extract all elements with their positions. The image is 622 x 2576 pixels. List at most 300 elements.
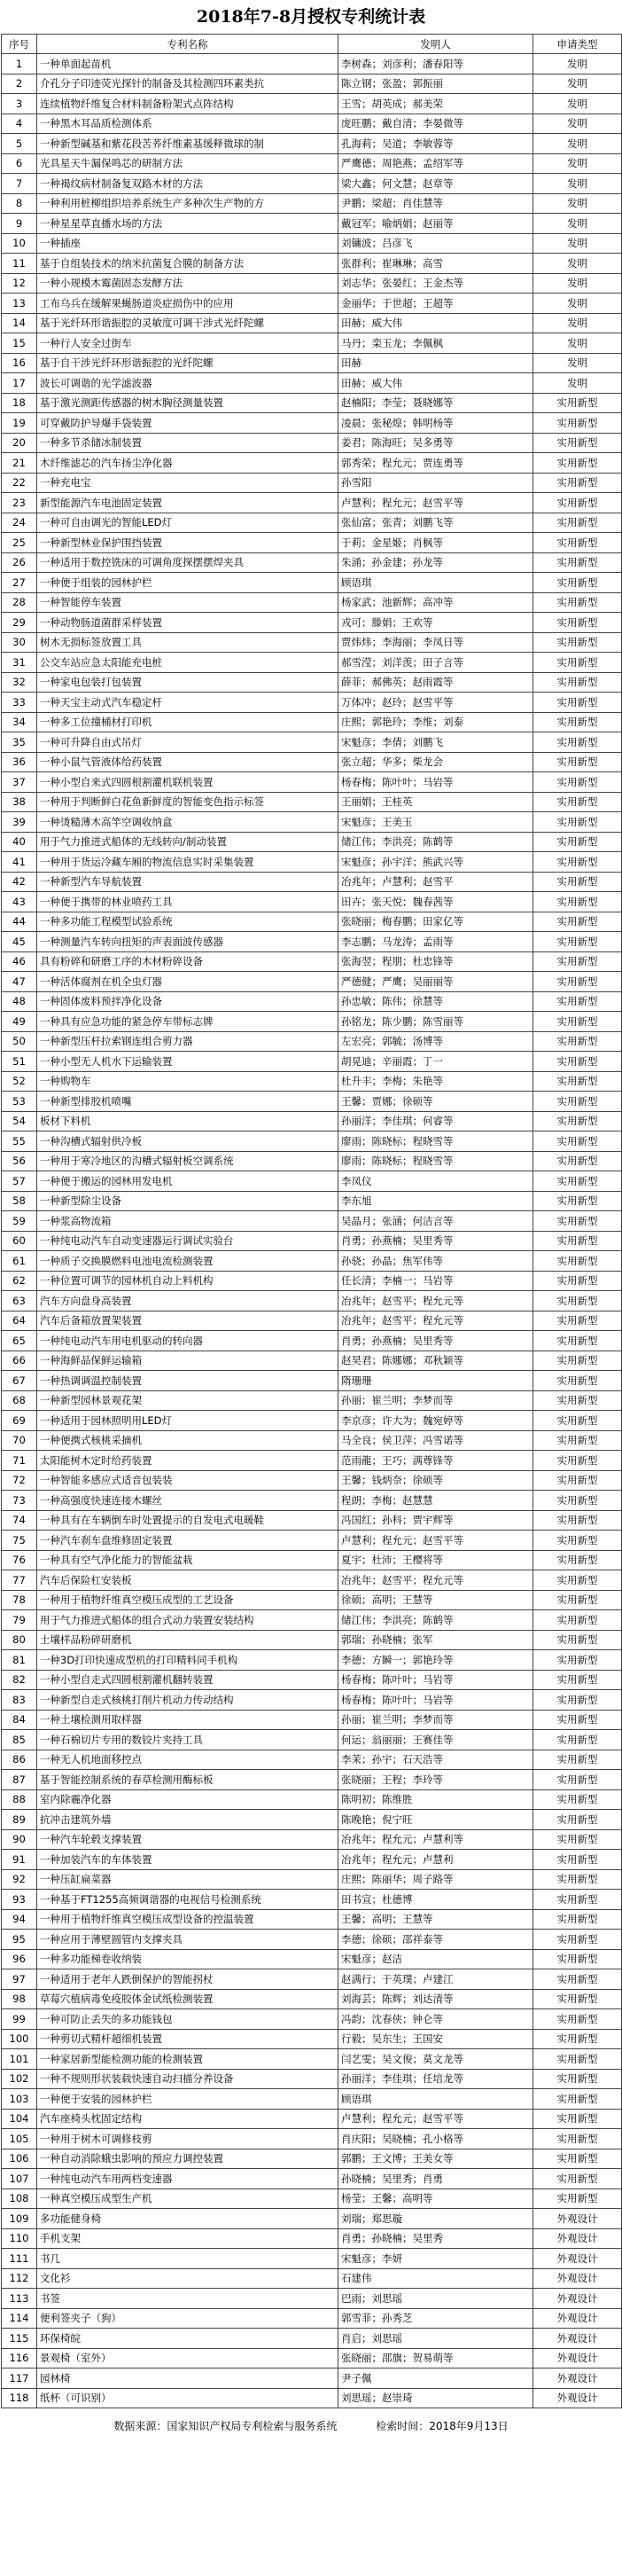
row-index: 77 bbox=[2, 1570, 37, 1591]
table-row bbox=[2, 1171, 622, 1192]
patent-name: 一种插座 bbox=[37, 233, 338, 254]
application-type: 实用新型 bbox=[533, 832, 622, 852]
row-index: 44 bbox=[2, 912, 37, 932]
row-index: 16 bbox=[2, 353, 37, 373]
patent-name: 一种行人安全过街车 bbox=[37, 333, 338, 354]
inventors: 庄熙；郭艳玲；李维；刘泰 bbox=[338, 712, 533, 732]
patent-name: 一种新型除尘设备 bbox=[37, 1191, 338, 1211]
table-row bbox=[2, 2268, 622, 2289]
application-type: 实用新型 bbox=[533, 792, 622, 812]
application-type: 发明 bbox=[533, 333, 622, 354]
footer-date: 检索时间：2018年9月13日 bbox=[376, 2420, 509, 2432]
patent-name: 一种活体腐剂在机全虫灯器 bbox=[37, 972, 338, 992]
patent-name: 一种加装汽车的车体装置 bbox=[37, 1850, 338, 1870]
table-row bbox=[2, 294, 622, 314]
patent-name: 一种便于安装的园林护栏 bbox=[37, 2089, 338, 2110]
table-row bbox=[2, 533, 622, 553]
patent-name: 一种石棉切片专用的数铰片夹持工具 bbox=[37, 1730, 338, 1750]
table-row bbox=[2, 1770, 622, 1790]
application-type: 外观设计 bbox=[533, 2249, 622, 2269]
application-type: 发明 bbox=[533, 233, 622, 254]
table-row bbox=[2, 2249, 622, 2269]
inventors: 郭鹏；王文博；王美女等 bbox=[338, 2149, 533, 2169]
inventors: 张晓丽；王程；李玲等 bbox=[338, 1770, 533, 1790]
table-row bbox=[2, 2289, 622, 2309]
application-type: 实用新型 bbox=[533, 1092, 622, 1112]
patent-name: 汽车方向盘身高装置 bbox=[37, 1291, 338, 1311]
table-row bbox=[2, 2308, 622, 2329]
table-row bbox=[2, 1291, 622, 1311]
application-type: 实用新型 bbox=[533, 672, 622, 693]
patent-name: 一种黑木耳品质检测体系 bbox=[37, 114, 338, 134]
inventors: 田赫；威大伟 bbox=[338, 313, 533, 333]
inventors: 田卉；张天悦；魏春茜等 bbox=[338, 892, 533, 912]
table-row bbox=[2, 613, 622, 633]
row-index: 10 bbox=[2, 233, 37, 254]
table-row bbox=[2, 1131, 622, 1152]
application-type: 实用新型 bbox=[533, 932, 622, 952]
row-index: 108 bbox=[2, 2188, 37, 2209]
inventors: 冯国红；孙科；贾宇辉等 bbox=[338, 1510, 533, 1531]
application-type: 实用新型 bbox=[533, 533, 622, 553]
inventors: 张仙富；张青；刘鹏飞等 bbox=[338, 513, 533, 533]
row-index: 101 bbox=[2, 2049, 37, 2070]
row-index: 53 bbox=[2, 1092, 37, 1112]
application-type: 实用新型 bbox=[533, 1890, 622, 1910]
table-row bbox=[2, 393, 622, 413]
table-row bbox=[2, 333, 622, 354]
table-row bbox=[2, 493, 622, 513]
inventors: 尹鹏；梁超；肖佳慧等 bbox=[338, 193, 533, 214]
row-index: 59 bbox=[2, 1211, 37, 1232]
application-type: 实用新型 bbox=[533, 1630, 622, 1650]
row-index: 29 bbox=[2, 613, 37, 633]
inventors: 陈立钢；张盈；郭振丽 bbox=[338, 74, 533, 94]
patent-table bbox=[1, 34, 622, 2408]
application-type: 实用新型 bbox=[533, 1710, 622, 1730]
inventors: 孙骁；孙晶；焦军伟等 bbox=[338, 1251, 533, 1272]
patent-name: 一种质子交换膜燃料电池电流检测装置 bbox=[37, 1251, 338, 1272]
row-index: 81 bbox=[2, 1650, 37, 1671]
row-index: 61 bbox=[2, 1251, 37, 1272]
inventors: 马全良；侯卫萍；冯雪诺等 bbox=[338, 1430, 533, 1451]
application-type: 实用新型 bbox=[533, 1770, 622, 1790]
table-header-row bbox=[2, 35, 622, 54]
patent-name: 一种可防止丢失的多功能钱包 bbox=[37, 2009, 338, 2030]
row-index: 97 bbox=[2, 1969, 37, 1990]
table-row bbox=[2, 74, 622, 94]
patent-name: 园林椅 bbox=[37, 2369, 338, 2389]
patent-name: 一种星星草直播水场的方法 bbox=[37, 214, 338, 234]
inventors: 肖勇；孙燕楠；吴里秀等 bbox=[338, 1331, 533, 1351]
application-type: 实用新型 bbox=[533, 1430, 622, 1451]
table-row bbox=[2, 573, 622, 593]
row-index: 73 bbox=[2, 1491, 37, 1511]
table-row bbox=[2, 1909, 622, 1930]
patent-name: 一种用于植物纤维真空模压成型的工艺设备 bbox=[37, 1590, 338, 1610]
application-type: 实用新型 bbox=[533, 912, 622, 932]
patent-name: 一种动物肠道菌群采样装置 bbox=[37, 613, 338, 633]
inventors: 庄熙；陈丽华；周子路等 bbox=[338, 1869, 533, 1890]
inventors: 王馨；贾娜；徐硕等 bbox=[338, 1092, 533, 1112]
row-index: 95 bbox=[2, 1930, 37, 1950]
table-row bbox=[2, 2388, 622, 2408]
row-index: 67 bbox=[2, 1371, 37, 1391]
table-row bbox=[2, 373, 622, 394]
patent-name: 汽车后保险杠安装板 bbox=[37, 1570, 338, 1591]
inventors: 冶兆年；程允元；卢慧利 bbox=[338, 1850, 533, 1870]
table-row bbox=[2, 1071, 622, 1092]
patent-name: 一种不规则形状装载快速自动扫描分养设备 bbox=[37, 2069, 338, 2089]
application-type: 实用新型 bbox=[533, 1510, 622, 1531]
row-index: 112 bbox=[2, 2268, 37, 2289]
inventors: 卢慧利；程允元；赵雪平等 bbox=[338, 1531, 533, 1551]
row-index: 43 bbox=[2, 892, 37, 912]
table-row bbox=[2, 153, 622, 174]
table-row bbox=[2, 1331, 622, 1351]
application-type: 实用新型 bbox=[533, 1251, 622, 1272]
patent-name: 一种纯电动汽车自动变速器运行调试实验台 bbox=[37, 1231, 338, 1251]
inventors: 孙丽；崔兰明；李梦而等 bbox=[338, 1390, 533, 1411]
application-type: 实用新型 bbox=[533, 1789, 622, 1810]
inventors: 严鹰德；周艳燕；孟绍军等 bbox=[338, 153, 533, 174]
application-type: 实用新型 bbox=[533, 1930, 622, 1950]
patent-name: 一种便于携带的林业喷药工具 bbox=[37, 892, 338, 912]
application-type: 实用新型 bbox=[533, 1052, 622, 1072]
patent-name: 文化衫 bbox=[37, 2268, 338, 2289]
application-type: 发明 bbox=[533, 373, 622, 394]
header-application-type: 申请类型 bbox=[533, 35, 622, 54]
patent-name: 室内除霾净化器 bbox=[37, 1789, 338, 1810]
patent-name: 一种纯电动汽车用电机驱动的转向器 bbox=[37, 1331, 338, 1351]
table-row bbox=[2, 2188, 622, 2209]
application-type: 实用新型 bbox=[533, 513, 622, 533]
row-index: 116 bbox=[2, 2348, 37, 2369]
inventors: 储江伟；李洪亮；陈鹤等 bbox=[338, 832, 533, 852]
application-type: 实用新型 bbox=[533, 2069, 622, 2089]
table-row bbox=[2, 852, 622, 873]
patent-name: 一种自动消除蛾虫影响的预应力调控装置 bbox=[37, 2149, 338, 2169]
application-type: 实用新型 bbox=[533, 1231, 622, 1251]
table-row bbox=[2, 1390, 622, 1411]
row-index: 47 bbox=[2, 972, 37, 992]
row-index: 82 bbox=[2, 1670, 37, 1690]
patent-name: 一种固体废料预拌净化设备 bbox=[37, 991, 338, 1012]
row-index: 17 bbox=[2, 373, 37, 394]
patent-name: 一种多功能梯卷收纳装 bbox=[37, 1949, 338, 1969]
table-row bbox=[2, 1510, 622, 1531]
inventors: 梁大鑫；何文慧；赵章等 bbox=[338, 174, 533, 194]
patent-name: 一种高强度快速连接木螺丝 bbox=[37, 1491, 338, 1511]
inventors: 杨春梅；陈叶叶；马岩等 bbox=[338, 1670, 533, 1690]
patent-name: 基于自干涉光纤环形谐振腔的光纤陀螺 bbox=[37, 353, 338, 373]
application-type: 实用新型 bbox=[533, 1291, 622, 1311]
table-row bbox=[2, 1092, 622, 1112]
inventors: 宋魁彦；李倩；刘鹏飞 bbox=[338, 732, 533, 753]
patent-name: 纸杯（可识别） bbox=[37, 2388, 338, 2408]
patent-name: 汽车座椅头枕固定结构 bbox=[37, 2109, 338, 2129]
patent-name: 书签 bbox=[37, 2289, 338, 2309]
inventors: 吴晶月；张涵；何洁言等 bbox=[338, 1211, 533, 1232]
row-index: 23 bbox=[2, 493, 37, 513]
application-type: 实用新型 bbox=[533, 2089, 622, 2110]
application-type: 实用新型 bbox=[533, 1331, 622, 1351]
inventors: 李德；徐硕；邵祥泰等 bbox=[338, 1930, 533, 1950]
application-type: 实用新型 bbox=[533, 1850, 622, 1870]
table-row bbox=[2, 2089, 622, 2110]
patent-name: 一种家电包装打包装置 bbox=[37, 672, 338, 693]
row-index: 111 bbox=[2, 2249, 37, 2269]
table-row bbox=[2, 1969, 622, 1990]
inventors: 金丽华；于世超；王超等 bbox=[338, 294, 533, 314]
row-index: 62 bbox=[2, 1271, 37, 1291]
row-index: 1 bbox=[2, 54, 37, 74]
row-index: 109 bbox=[2, 2209, 37, 2229]
application-type: 实用新型 bbox=[533, 413, 622, 434]
table-row bbox=[2, 473, 622, 493]
row-index: 63 bbox=[2, 1291, 37, 1311]
inventors: 于莉；金星姬；肖枫等 bbox=[338, 533, 533, 553]
row-index: 8 bbox=[2, 193, 37, 214]
application-type: 实用新型 bbox=[533, 473, 622, 493]
inventors: 冶兆年；卢慧利；赵雪平 bbox=[338, 872, 533, 892]
patent-name: 一种土壤检测用取样器 bbox=[37, 1710, 338, 1730]
table-row bbox=[2, 1650, 622, 1671]
table-row bbox=[2, 732, 622, 753]
patent-name: 一种便携式核桃采摘机 bbox=[37, 1430, 338, 1451]
table-row bbox=[2, 1311, 622, 1331]
inventors: 肖勇；孙晓楠；吴里秀 bbox=[338, 2228, 533, 2249]
application-type: 外观设计 bbox=[533, 2228, 622, 2249]
table-row bbox=[2, 1570, 622, 1591]
patent-name: 一种剪切式精杆超细机装置 bbox=[37, 2029, 338, 2049]
inventors: 李志鹏；马龙涛；孟雨等 bbox=[338, 932, 533, 952]
patent-name: 一种多节杀储冰制装置 bbox=[37, 433, 338, 453]
table-row bbox=[2, 653, 622, 673]
inventors: 肖启；刘思瑶 bbox=[338, 2329, 533, 2349]
application-type: 实用新型 bbox=[533, 1171, 622, 1192]
row-index: 113 bbox=[2, 2289, 37, 2309]
inventors: 李凤仪 bbox=[338, 1171, 533, 1192]
patent-name: 一种压缸扁菜器 bbox=[37, 1869, 338, 1890]
patent-name: 光具星天牛漏保鸣芯的研制方法 bbox=[37, 153, 338, 174]
row-index: 118 bbox=[2, 2388, 37, 2408]
application-type: 实用新型 bbox=[533, 433, 622, 453]
table-row bbox=[2, 892, 622, 912]
patent-name: 一种家居新型能检测功能的检测装置 bbox=[37, 2049, 338, 2070]
inventors: 肖勇；孙燕楠；吴里秀等 bbox=[338, 1231, 533, 1251]
application-type: 实用新型 bbox=[533, 2169, 622, 2189]
patent-name: 一种适用于园林照明用LED灯 bbox=[37, 1411, 338, 1431]
application-type: 实用新型 bbox=[533, 653, 622, 673]
header-index: 序号 bbox=[2, 35, 37, 54]
inventors: 郭雪菲；孙秀芝 bbox=[338, 2308, 533, 2329]
inventors: 廖雨；陈晓标；程晓雪等 bbox=[338, 1151, 533, 1171]
application-type: 实用新型 bbox=[533, 1351, 622, 1371]
row-index: 39 bbox=[2, 812, 37, 833]
application-type: 实用新型 bbox=[533, 2029, 622, 2049]
row-index: 86 bbox=[2, 1750, 37, 1770]
table-row bbox=[2, 1211, 622, 1232]
patent-name: 一种小型自走式四圆根割灌机翻转装置 bbox=[37, 1670, 338, 1690]
application-type: 外观设计 bbox=[533, 2268, 622, 2289]
inventors: 赵昊君；陈娜娜；邓秋颖等 bbox=[338, 1351, 533, 1371]
table-row bbox=[2, 712, 622, 732]
application-type: 实用新型 bbox=[533, 1151, 622, 1171]
patent-name: 一种单面起苗机 bbox=[37, 54, 338, 74]
row-index: 54 bbox=[2, 1111, 37, 1131]
inventors: 刘镛波；吕彦飞 bbox=[338, 233, 533, 254]
inventors: 陈晚艳；倪宁旺 bbox=[338, 1810, 533, 1830]
patent-name: 一种海鲜品保鲜运输箱 bbox=[37, 1351, 338, 1371]
patent-name: 书几 bbox=[37, 2249, 338, 2269]
inventors: 王丽娟；王桂英 bbox=[338, 792, 533, 812]
application-type: 发明 bbox=[533, 214, 622, 234]
application-type: 实用新型 bbox=[533, 872, 622, 892]
patent-name: 基于激光测距传感器的树木胸径测量装置 bbox=[37, 393, 338, 413]
row-index: 55 bbox=[2, 1131, 37, 1152]
inventors: 杨春梅；陈叶叶；马岩等 bbox=[338, 1690, 533, 1711]
application-type: 实用新型 bbox=[533, 892, 622, 912]
patent-name: 便利签夹子（狗） bbox=[37, 2308, 338, 2329]
patent-name: 抗冲击建筑外墙 bbox=[37, 1810, 338, 1830]
application-type: 实用新型 bbox=[533, 1111, 622, 1131]
patent-name: 一种利用桩柳组织培养系统生产多种次生产物的方 bbox=[37, 193, 338, 214]
inventors: 储江伟；李洪亮；陈鹤等 bbox=[338, 1610, 533, 1631]
inventors: 冶兆年；赵雪平；程允元等 bbox=[338, 1570, 533, 1591]
inventors: 肖庆阳；吴晓楠；孔小格等 bbox=[338, 2129, 533, 2149]
row-index: 28 bbox=[2, 592, 37, 613]
inventors: 马丹；栾玉龙；李佩枫 bbox=[338, 333, 533, 354]
inventors: 刘思瑶；赵崇琦 bbox=[338, 2388, 533, 2408]
inventors: 卢慧利；程允元；赵雪平等 bbox=[338, 493, 533, 513]
application-type: 实用新型 bbox=[533, 1491, 622, 1511]
application-type: 实用新型 bbox=[533, 1131, 622, 1152]
table-row bbox=[2, 1012, 622, 1032]
inventors: 顾语琪 bbox=[338, 2089, 533, 2110]
inventors: 孙晓楠；吴里秀；肖勇 bbox=[338, 2169, 533, 2189]
table-row bbox=[2, 991, 622, 1012]
application-type: 发明 bbox=[533, 134, 622, 154]
table-row bbox=[2, 1949, 622, 1969]
table-row bbox=[2, 134, 622, 154]
row-index: 46 bbox=[2, 951, 37, 972]
inventors: 冶兆年；程允元；卢慧利等 bbox=[338, 1829, 533, 1850]
row-index: 99 bbox=[2, 2009, 37, 2030]
inventors: 孙丽洋；李佳琪；任培龙等 bbox=[338, 2069, 533, 2089]
inventors: 范雨龍；王巧；满尊锋等 bbox=[338, 1451, 533, 1471]
inventors: 孙丽洋；李佳琪；何睿等 bbox=[338, 1111, 533, 1131]
row-index: 83 bbox=[2, 1690, 37, 1711]
patent-name: 介孔分子印迹荧光探针的制备及其检测四环素类抗 bbox=[37, 74, 338, 94]
row-index: 11 bbox=[2, 254, 37, 274]
inventors: 张立超；华多；柴龙会 bbox=[338, 752, 533, 772]
row-index: 76 bbox=[2, 1550, 37, 1570]
row-index: 31 bbox=[2, 653, 37, 673]
table-row bbox=[2, 114, 622, 134]
application-type: 外观设计 bbox=[533, 2329, 622, 2349]
application-type: 实用新型 bbox=[533, 1271, 622, 1291]
table-row bbox=[2, 1750, 622, 1770]
application-type: 发明 bbox=[533, 273, 622, 294]
patent-name: 环保椅皖 bbox=[37, 2329, 338, 2349]
inventors: 严德健；严鹰；吴丽丽等 bbox=[338, 972, 533, 992]
inventors: 冶兆年；赵雪平；程允元等 bbox=[338, 1311, 533, 1331]
patent-name: 一种天宝主动式汽车稳定杆 bbox=[37, 693, 338, 713]
application-type: 外观设计 bbox=[533, 2388, 622, 2408]
patent-name: 一种用于寒冷地区的沟槽式辐射板空调系统 bbox=[37, 1151, 338, 1171]
row-index: 21 bbox=[2, 453, 37, 474]
row-index: 13 bbox=[2, 294, 37, 314]
inventors: 张晓丽；梅春鹏；田家亿等 bbox=[338, 912, 533, 932]
row-index: 90 bbox=[2, 1829, 37, 1850]
row-index: 78 bbox=[2, 1590, 37, 1610]
table-row bbox=[2, 2169, 622, 2189]
row-index: 60 bbox=[2, 1231, 37, 1251]
inventors: 王馨；钱炳奈；徐硕等 bbox=[338, 1470, 533, 1491]
inventors: 孙忠敏；陈伟；徐慧等 bbox=[338, 991, 533, 1012]
inventors: 郭秀荣；程允元；贾连勇等 bbox=[338, 453, 533, 474]
patent-name: 一种充电宝 bbox=[37, 473, 338, 493]
inventors: 朱涌；孙金建；孙龙等 bbox=[338, 552, 533, 573]
row-index: 68 bbox=[2, 1390, 37, 1411]
patent-name: 一种新型林业保护围挡装置 bbox=[37, 533, 338, 553]
table-row bbox=[2, 792, 622, 812]
application-type: 实用新型 bbox=[533, 1191, 622, 1211]
application-type: 实用新型 bbox=[533, 592, 622, 613]
row-index: 41 bbox=[2, 852, 37, 873]
row-index: 15 bbox=[2, 333, 37, 354]
patent-name: 一种沟槽式辐射供冷板 bbox=[37, 1131, 338, 1152]
inventors: 程朗；李梅；赵慧慧 bbox=[338, 1491, 533, 1511]
table-row bbox=[2, 1550, 622, 1570]
row-index: 96 bbox=[2, 1949, 37, 1969]
patent-name: 一种烫糙薄木高竿空调收纳盒 bbox=[37, 812, 338, 833]
row-index: 57 bbox=[2, 1171, 37, 1192]
patent-name: 一种小鼠气管液体给药装置 bbox=[37, 752, 338, 772]
application-type: 实用新型 bbox=[533, 772, 622, 793]
application-type: 实用新型 bbox=[533, 1650, 622, 1671]
table-row bbox=[2, 214, 622, 234]
table-row bbox=[2, 812, 622, 833]
patent-name: 板材下料机 bbox=[37, 1111, 338, 1131]
patent-name: 一种汽车轮毂支撑装置 bbox=[37, 1829, 338, 1850]
footer-source: 数据来源：国家知识产权局专利检索与服务系统 bbox=[113, 2420, 338, 2432]
application-type: 实用新型 bbox=[533, 2149, 622, 2169]
table-row bbox=[2, 552, 622, 573]
table-row bbox=[2, 313, 622, 333]
inventors: 闫艺雯；吴文俊；莫文龙等 bbox=[338, 2049, 533, 2070]
inventors: 田书宣；杜德博 bbox=[338, 1890, 533, 1910]
patent-name: 一种适用于数控铣床的可调角度探摆摆焊夹具 bbox=[37, 552, 338, 573]
patent-name: 一种基于FT1255高频调谐器的电视信号检测系统 bbox=[37, 1890, 338, 1910]
row-index: 30 bbox=[2, 632, 37, 653]
header-patent-name: 专利名称 bbox=[37, 35, 338, 54]
row-index: 24 bbox=[2, 513, 37, 533]
inventors: 孔海莉；吴道；李敏蓉等 bbox=[338, 134, 533, 154]
application-type: 发明 bbox=[533, 94, 622, 114]
row-index: 100 bbox=[2, 2029, 37, 2049]
application-type: 发明 bbox=[533, 313, 622, 333]
row-index: 52 bbox=[2, 1071, 37, 1092]
application-type: 实用新型 bbox=[533, 552, 622, 573]
inventors: 杨春梅；陈叶叶；马岩等 bbox=[338, 772, 533, 793]
row-index: 7 bbox=[2, 174, 37, 194]
application-type: 外观设计 bbox=[533, 2308, 622, 2329]
header-inventors: 发明人 bbox=[338, 35, 533, 54]
row-index: 94 bbox=[2, 1909, 37, 1930]
row-index: 79 bbox=[2, 1610, 37, 1631]
